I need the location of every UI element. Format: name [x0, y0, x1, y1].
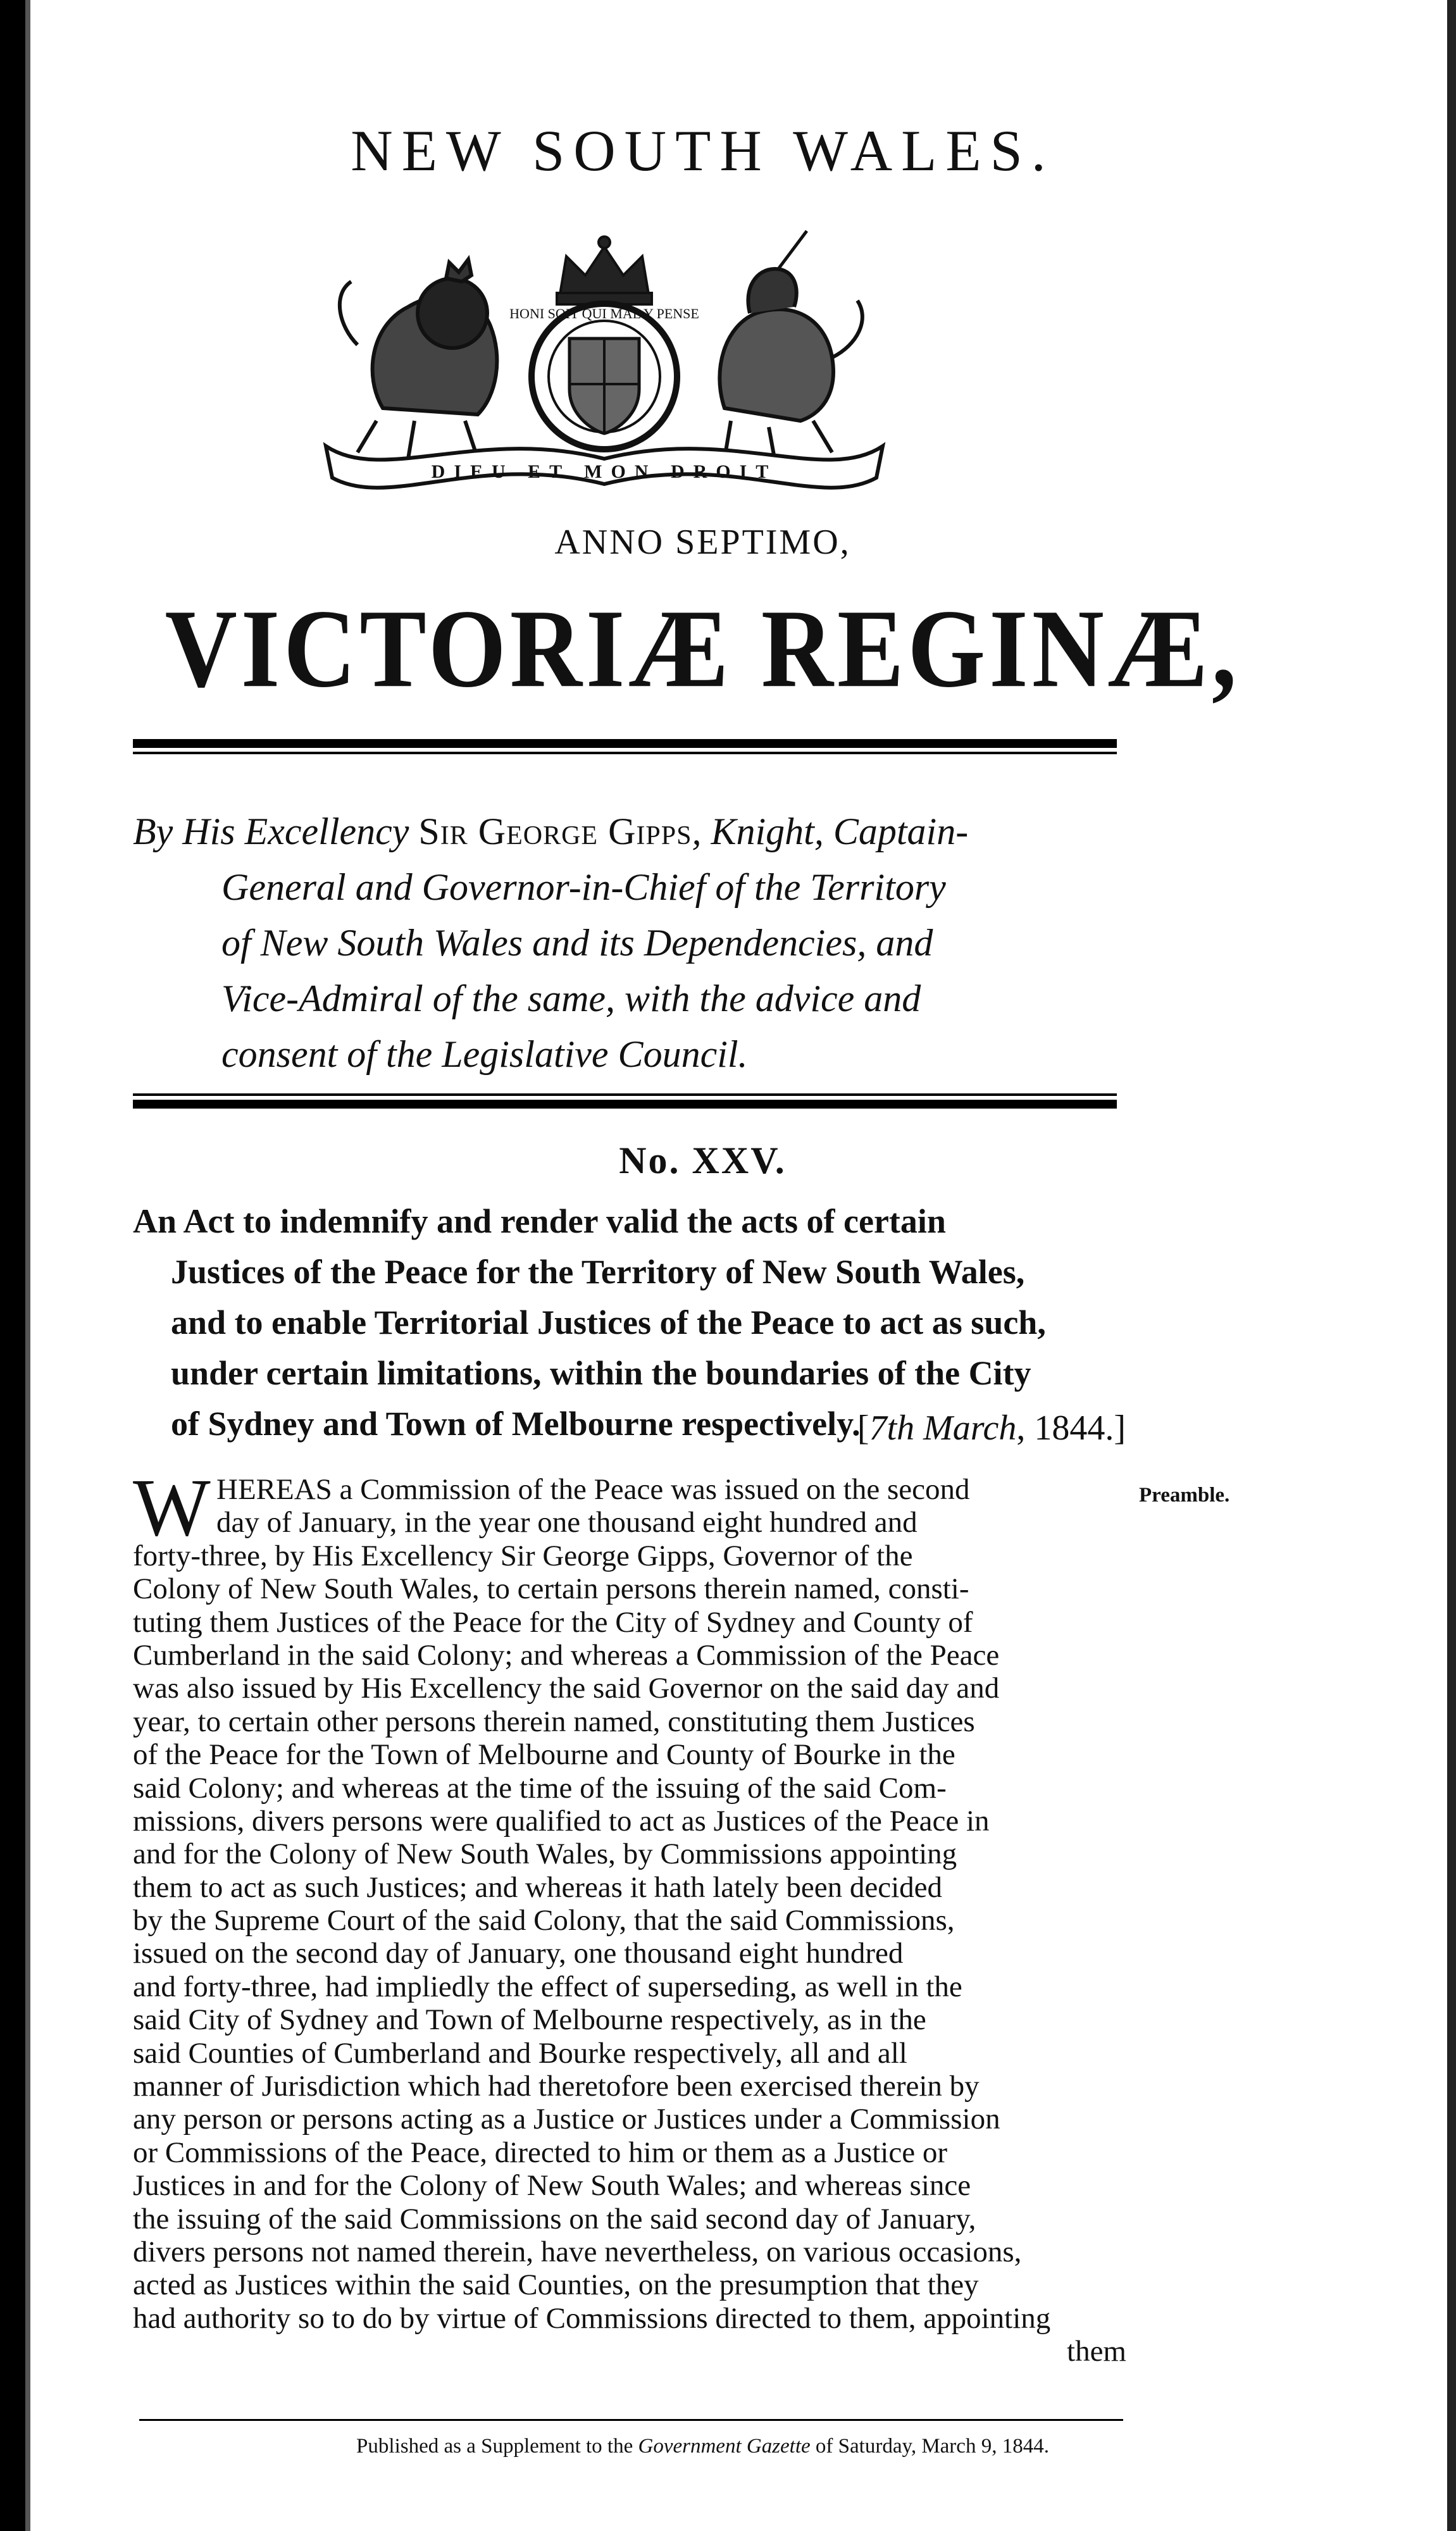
body-line: day of January, in the year one thousand eight hundred and — [216, 1506, 918, 1539]
act-number: No. XXV. — [619, 1140, 787, 1181]
enacting-line-1-rest: , Knight, Captain- — [692, 811, 969, 852]
body-line: was also issued by His Excellency the said Governor on the said day and — [133, 1672, 1000, 1705]
enacting-by: By His Excellency — [133, 811, 409, 852]
enacting-line-1 — [133, 804, 1120, 859]
body-line: them to act as such Justices; and whereas it hath lately been decided — [133, 1870, 943, 1904]
top-rule-thick — [133, 739, 1117, 748]
body-line: tuting them Justices of the Peace for the City of Sydney and County of — [133, 1605, 973, 1639]
long-title-line-4: under certain limitations, within the boundaries of the City — [171, 1354, 1031, 1392]
body-line: year, to certain other persons therein named, constituting them Justices — [133, 1705, 975, 1738]
governor-name: Sir George Gipps — [418, 811, 692, 852]
body-line: said City of Sydney and Town of Melbourne respectively, as in the — [133, 2003, 926, 2037]
publication-footer — [0, 2435, 1431, 2458]
body-line: Cumberland in the said Colony; and whereas a Commission of the Peace — [133, 1638, 1000, 1672]
enacting-line-4: Vice-Admiral of the same, with the advice and — [221, 978, 921, 1019]
catchword: them — [1067, 2335, 1126, 2368]
footer-prefix: Published as a Supplement to the — [356, 2435, 638, 2458]
regnal-year: ANNO SEPTIMO, — [554, 523, 851, 562]
enacting-line-2: General and Governor-in-Chief of the Territory — [221, 866, 946, 908]
footer-suffix: of Saturday, March 9, 1844. — [810, 2435, 1049, 2458]
footer-rule — [139, 2419, 1123, 2421]
body-line: forty-three, by His Excellency Sir George Gipps, Governor of the — [133, 1539, 913, 1572]
preamble-text — [133, 1462, 1126, 2368]
body-line: said Counties of Cumberland and Bourke respectively, all and all — [133, 2036, 907, 2070]
footer-gazette: Government Gazette — [638, 2435, 811, 2458]
body-line: and forty-three, had impliedly the effect of superseding, as well in the — [133, 1970, 962, 2003]
body-line: the issuing of the said Commissions on the said second day of January, — [133, 2202, 976, 2236]
enacting-line-3: of New South Wales and its Dependencies, and — [221, 922, 933, 964]
enacting-line-5: consent of the Legislative Council. — [221, 1033, 748, 1075]
body-line: divers persons not named therein, have nevertheless, on various occasions, — [133, 2235, 1022, 2268]
marginal-note: Preamble. — [1139, 1484, 1230, 1507]
assent-date: [7th March, 1844.] — [857, 1409, 1126, 1448]
garter-motto: HONI SOIT QUI MAL Y PENSE — [509, 306, 699, 321]
top-rule-thin — [133, 752, 1117, 754]
enacting-clause — [133, 804, 1120, 1082]
scan-left-edge — [0, 0, 25, 2531]
body-line: issued on the second day of January, one thousand eight hundred — [133, 1937, 904, 1970]
assent-date-day: 7th March — [869, 1409, 1017, 1448]
scroll-motto: DIEU ET MON DROIT — [431, 461, 778, 482]
body-line: and for the Colony of New South Wales, by Commissions appointing — [133, 1838, 957, 1871]
assent-date-year: , 1844. — [1016, 1409, 1114, 1448]
body-line: or Commissions of the Peace, directed to him or them as a Justice or — [133, 2136, 947, 2169]
colony-title: NEW SOUTH WALES. — [351, 118, 1055, 183]
mid-rule-thin — [133, 1093, 1117, 1096]
scan-left-shadow — [25, 0, 30, 2531]
long-title-line-1: An Act to indemnify and render valid the acts of certain — [133, 1202, 946, 1240]
long-title-line-3: and to enable Territorial Justices of the Peace to act as such, — [171, 1303, 1046, 1341]
body-line: missions, divers persons were qualified to act as Justices of the Peace in — [133, 1804, 990, 1838]
body-line: had authority so to do by virtue of Commissions directed to them, appointing — [133, 2301, 1051, 2335]
body-line: any person or persons acting as a Justice or Justices under a Commission — [133, 2103, 1000, 2136]
body-line: manner of Jurisdiction which had theretofore been exercised therein by — [133, 2070, 980, 2103]
long-title-line-2: Justices of the Peace for the Territory of New South Wales, — [171, 1253, 1025, 1291]
body-line: of the Peace for the Town of Melbourne and County of Bourke in the — [133, 1738, 955, 1772]
mid-rule-thick — [133, 1100, 1117, 1109]
body-line: Colony of New South Wales, to certain persons therein named, consti- — [133, 1572, 969, 1606]
royal-coat-of-arms-icon — [288, 218, 921, 497]
long-title-line-5: of Sydney and Town of Melbourne respectively. — [171, 1405, 861, 1443]
body-line: HEREAS a Commission of the Peace was issued on the second — [216, 1473, 970, 1506]
body-line: Justices in and for the Colony of New South Wales; and whereas since — [133, 2169, 971, 2203]
body-line: acted as Justices within the said Counties, on the presumption that they — [133, 2268, 979, 2302]
sovereign-title: VICTORIÆ REGINÆ, — [165, 587, 1241, 711]
body-line: by the Supreme Court of the said Colony, that the said Commissions, — [133, 1904, 955, 1937]
drop-cap: W — [133, 1462, 211, 1553]
scan-right-edge — [1447, 0, 1456, 2531]
body-line: said Colony; and whereas at the time of the issuing of the said Com- — [133, 1771, 947, 1805]
